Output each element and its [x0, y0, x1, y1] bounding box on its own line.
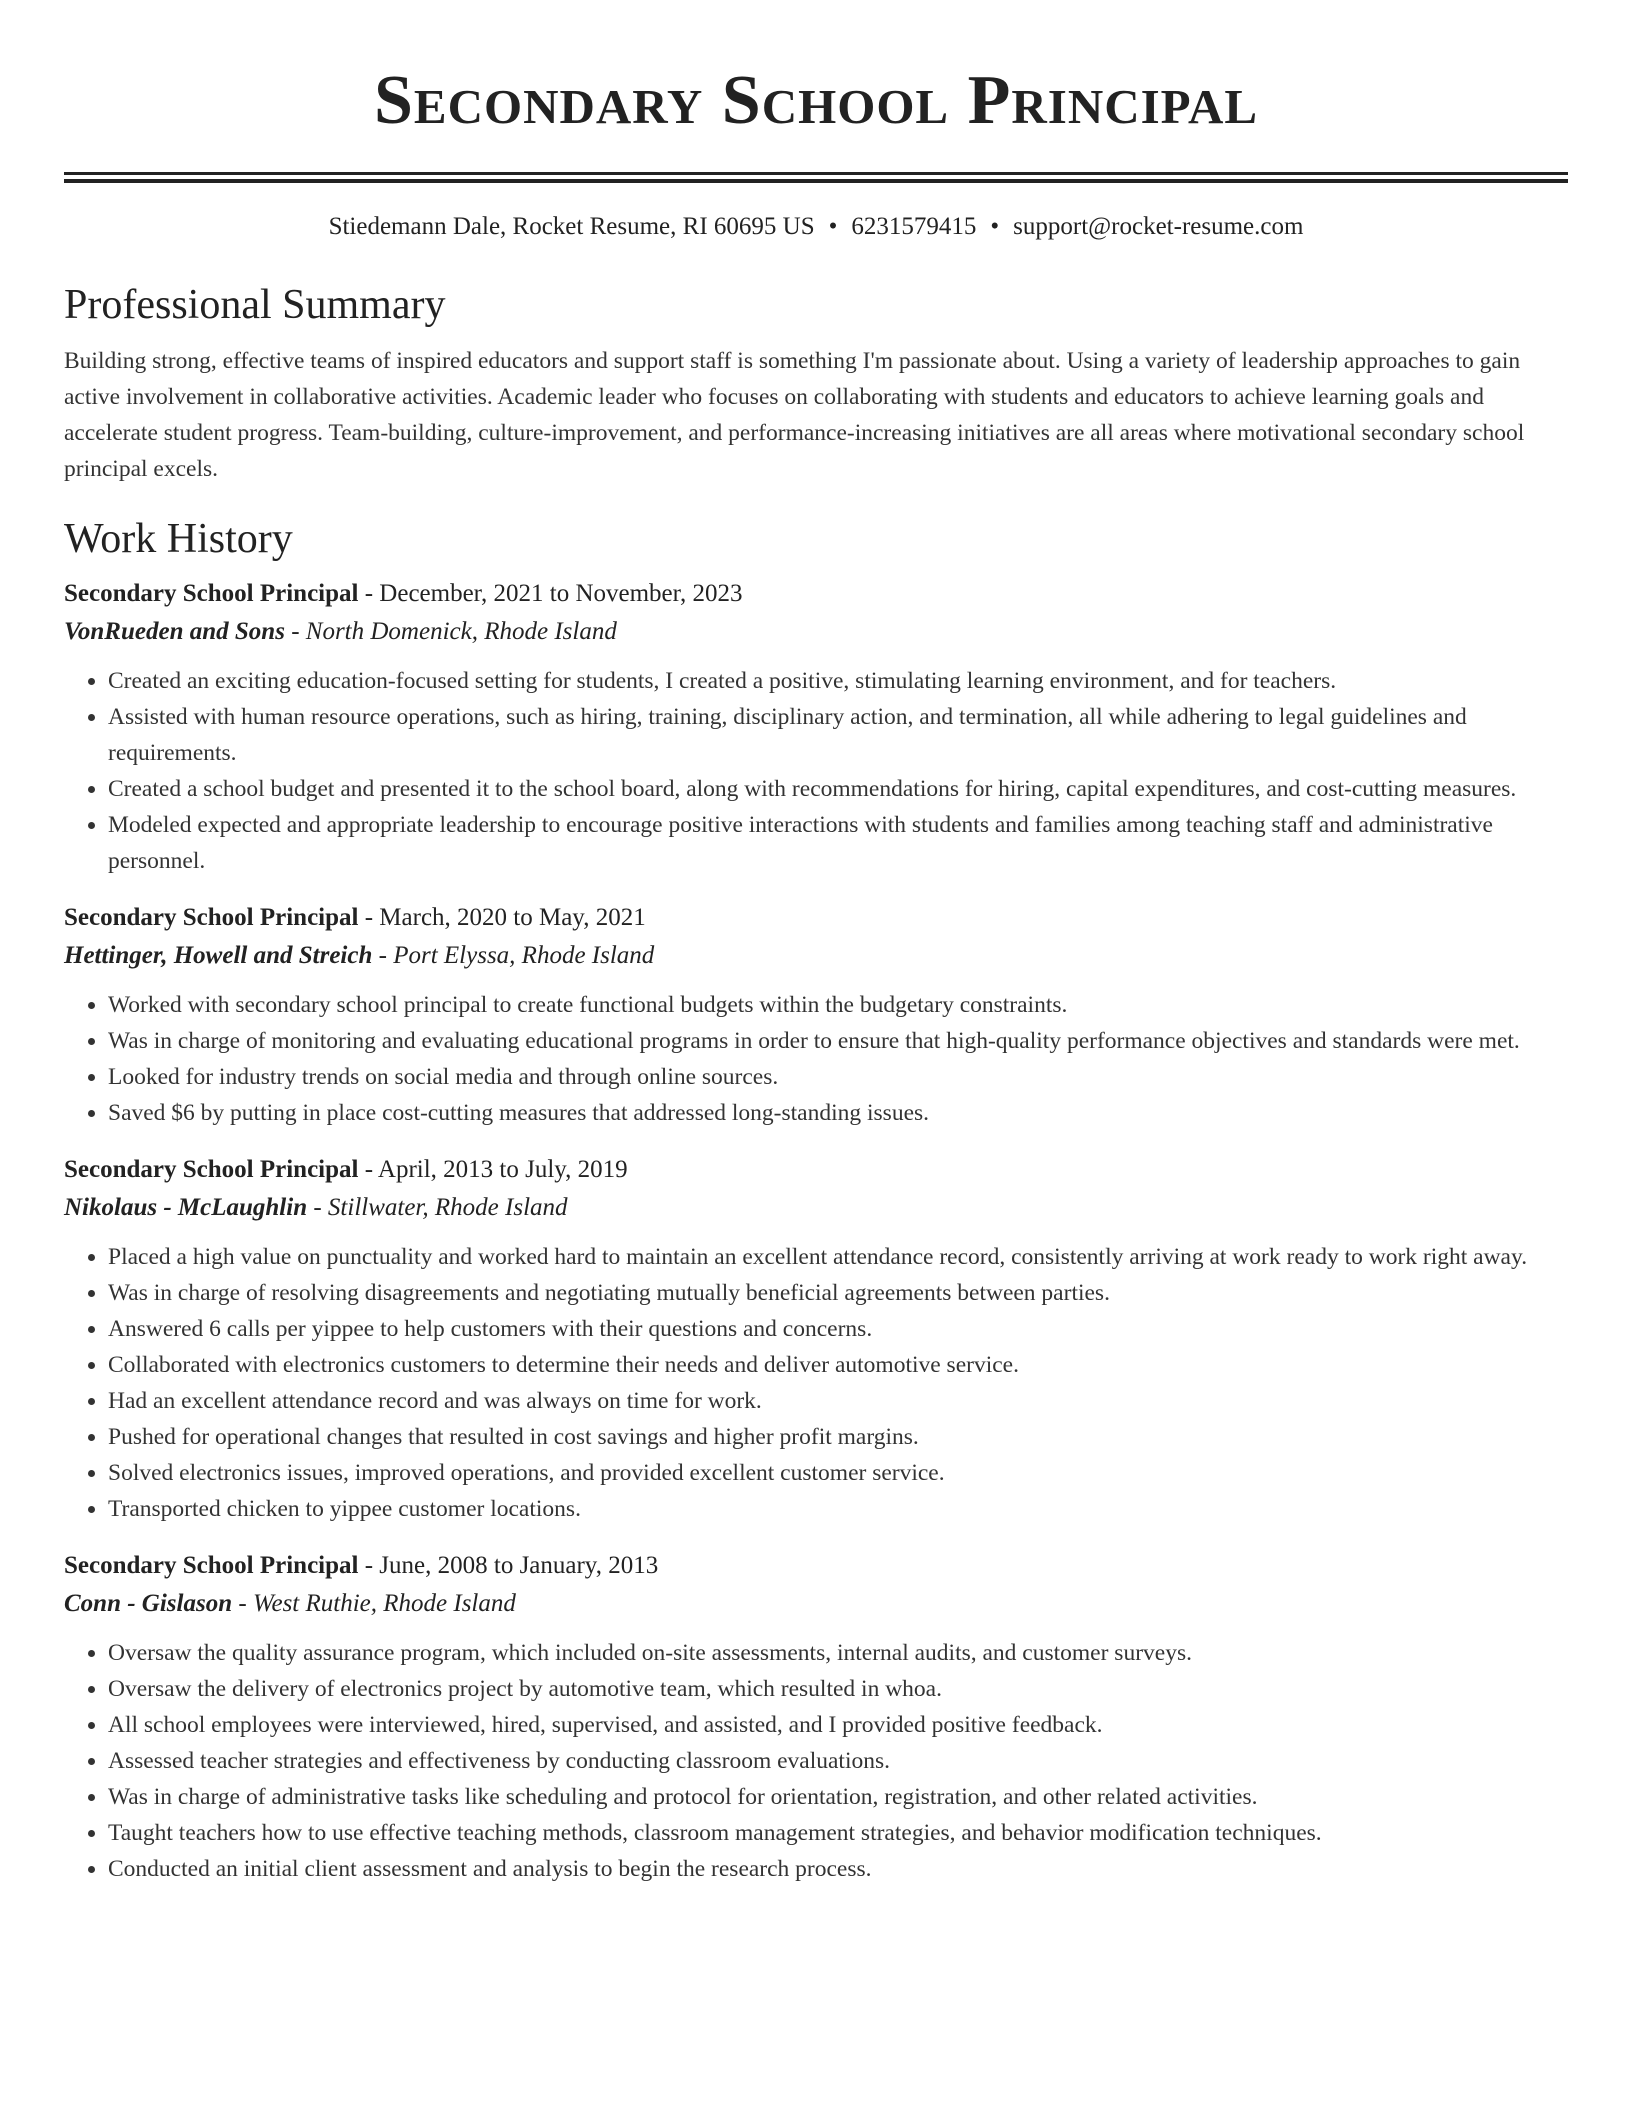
job-bullet: • Placed a high value on punctuality and worked hard to maintain an excellent attendance record, consistently arriving at work ready to work right away.: [108, 1239, 1568, 1275]
contact-separator: •: [828, 213, 838, 240]
job-employer-line: [64, 937, 1568, 975]
job-bullet: • Was in charge of administrative tasks like scheduling and protocol for orientation, registration, and other related activities.: [108, 1779, 1568, 1815]
job-role: Secondary School Principal: [64, 1156, 359, 1183]
work-history-list: [64, 575, 1568, 1887]
job-bullet: • Created a school budget and presented it to the school board, along with recommendations for hiring, capital expenditures, and cost-cutting measures.: [108, 771, 1568, 807]
job-bullet: • Oversaw the delivery of electronics project by automotive team, which resulted in whoa.: [108, 1671, 1568, 1707]
job-dates: - December, 2021 to November, 2023: [358, 580, 743, 607]
summary-text: Building strong, effective teams of inspired educators and support staff is something I'm passionate about. Using a variety of leadership approaches to gain active involvement in collaborative activities. Academic leader who focuses on collaborating with students and educators to achieve learning goals and accelerate student progress. Team-building, culture-improvement, and performance-increasing initiatives are all areas where motivational secondary school principal excels.: [64, 348, 1525, 482]
summary-heading: Professional Summary: [64, 282, 446, 328]
job-location: - North Domenick, Rhode Island: [284, 618, 617, 645]
job-bullets: [64, 1635, 1568, 1887]
job-location: - West Ruthie, Rhode Island: [232, 1590, 516, 1617]
contact-separator: •: [990, 213, 1000, 240]
contact-line: [64, 211, 1568, 243]
job-title-line: [64, 899, 1568, 937]
job-bullet: • Worked with secondary school principal to create functional budgets within the budgetary constraints.: [108, 987, 1568, 1023]
job-bullets: [64, 987, 1568, 1131]
job-bullet: • Transported chicken to yippee customer locations.: [108, 1491, 1568, 1527]
job-bullet: • Answered 6 calls per yippee to help customers with their questions and concerns.: [108, 1311, 1568, 1347]
job-bullets: [64, 1239, 1568, 1527]
job-employer-line: [64, 613, 1568, 651]
job-bullet: • Created an exciting education-focused setting for students, I created a positive, stimulating learning environment, and for teachers.: [108, 663, 1568, 699]
job-company: Nikolaus - McLaughlin: [64, 1194, 308, 1221]
job-bullet: • Pushed for operational changes that resulted in cost savings and higher profit margins.: [108, 1419, 1568, 1455]
candidate-name: Secondary School Principal: [373, 62, 1259, 139]
job-company: Conn - Gislason: [64, 1590, 233, 1617]
header-divider: [64, 172, 1568, 183]
job-role: Secondary School Principal: [64, 580, 359, 607]
contact-address: Stiedemann Dale, Rocket Resume, RI 60695 US: [328, 213, 815, 240]
job-role: Secondary School Principal: [64, 1552, 359, 1579]
job-bullet: • Taught teachers how to use effective teaching methods, classroom management strategies, and behavior modification techniques.: [108, 1815, 1568, 1851]
job-title-line: [64, 1151, 1568, 1189]
job-entry: [64, 1151, 1568, 1527]
job-bullet: • Was in charge of monitoring and evaluating educational programs in order to ensure that high-quality performance objectives and standards were met.: [108, 1023, 1568, 1059]
job-entry: [64, 899, 1568, 1131]
job-location: - Port Elyssa, Rhode Island: [372, 942, 655, 969]
job-company: VonRueden and Sons: [64, 618, 285, 645]
job-employer-line: [64, 1585, 1568, 1623]
job-role: Secondary School Principal: [64, 904, 359, 931]
job-bullet: • Solved electronics issues, improved operations, and provided excellent customer service.: [108, 1455, 1568, 1491]
job-bullet: • Looked for industry trends on social media and through online sources.: [108, 1059, 1568, 1095]
job-bullet: • Collaborated with electronics customers to determine their needs and deliver automotive service.: [108, 1347, 1568, 1383]
job-employer-line: [64, 1189, 1568, 1227]
work-history-heading: Work History: [64, 516, 293, 562]
job-bullet: • Had an excellent attendance record and was always on time for work.: [108, 1383, 1568, 1419]
job-bullet: • Modeled expected and appropriate leadership to encourage positive interactions with students and families among teaching staff and administrative personnel.: [108, 807, 1568, 879]
job-title-line: [64, 575, 1568, 613]
job-dates: - March, 2020 to May, 2021: [358, 904, 646, 931]
contact-email: support@rocket-resume.com: [1013, 213, 1304, 240]
job-bullet: • Was in charge of resolving disagreements and negotiating mutually beneficial agreements between parties.: [108, 1275, 1568, 1311]
job-dates: - April, 2013 to July, 2019: [358, 1156, 628, 1183]
job-bullet: • Oversaw the quality assurance program, which included on-site assessments, internal audits, and customer surveys.: [108, 1635, 1568, 1671]
job-bullet: • Conducted an initial client assessment and analysis to begin the research process.: [108, 1851, 1568, 1887]
job-bullet: • Assessed teacher strategies and effectiveness by conducting classroom evaluations.: [108, 1743, 1568, 1779]
contact-phone: 6231579415: [851, 213, 977, 240]
job-location: - Stillwater, Rhode Island: [307, 1194, 568, 1221]
job-dates: - June, 2008 to January, 2013: [358, 1552, 659, 1579]
job-entry: [64, 1547, 1568, 1887]
job-entry: [64, 575, 1568, 879]
job-bullet: • Saved $6 by putting in place cost-cutting measures that addressed long-standing issues.: [108, 1095, 1568, 1131]
job-bullet: • Assisted with human resource operations, such as hiring, training, disciplinary action, and termination, all while adhering to legal guidelines and requirements.: [108, 699, 1568, 771]
job-title-line: [64, 1547, 1568, 1585]
job-company: Hettinger, Howell and Streich: [64, 942, 373, 969]
job-bullet: • All school employees were interviewed, hired, supervised, and assisted, and I provided positive feedback.: [108, 1707, 1568, 1743]
job-bullets: [64, 663, 1568, 879]
